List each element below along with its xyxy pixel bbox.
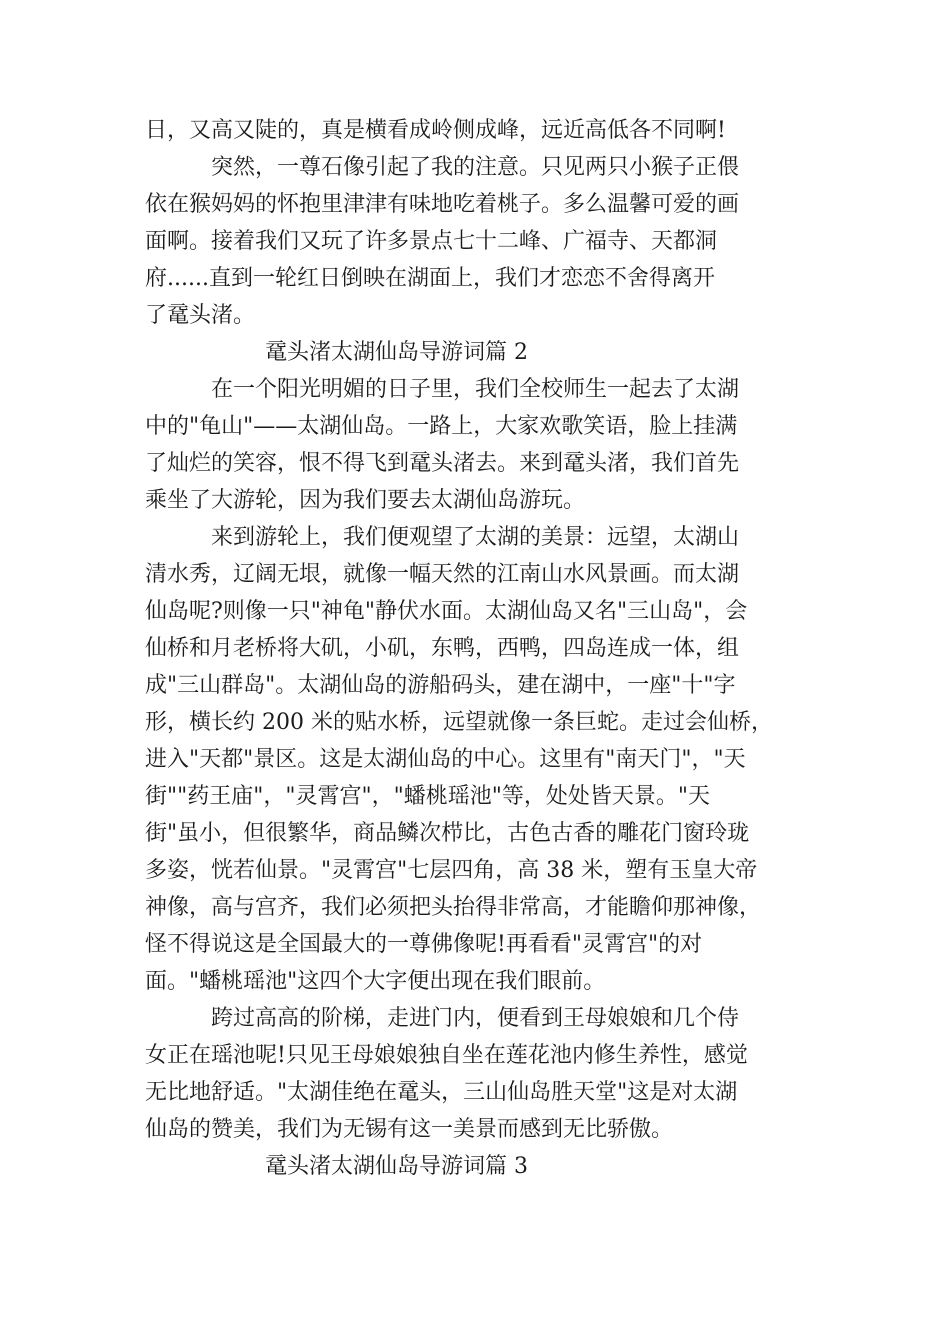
text-line: 女正在瑶池呢!只见王母娘娘独自坐在莲花池内修生养性，感觉 <box>145 1043 748 1068</box>
text-line: 日，又高又陡的，真是横看成岭侧成峰，远近高低各不同啊! <box>145 118 726 143</box>
document-body <box>145 112 805 1185</box>
text-line: 街"虽小，但很繁华，商品鳞次栉比，古色古香的雕花门窗玲珑 <box>145 821 750 846</box>
text-line: 跨过高高的阶梯，走进门内，便看到王母娘娘和几个侍 <box>211 1006 740 1031</box>
text-line: 形，横长约 200 米的贴水桥，远望就像一条巨蛇。走过会仙桥， <box>145 710 773 735</box>
text-line: 府......直到一轮红日倒映在湖面上，我们才恋恋不舍得离开 <box>145 266 715 291</box>
text-line: 乘坐了大游轮，因为我们要去太湖仙岛游玩。 <box>145 488 586 513</box>
text-line: 成"三山群岛"。太湖仙岛的游船码头，建在湖中，一座"十"字 <box>145 673 736 698</box>
text-line: 来到游轮上，我们便观望了太湖的美景：远望，太湖山 <box>211 525 740 550</box>
text-line: 了鼋头渚。 <box>145 303 256 328</box>
text-line: 了灿烂的笑容，恨不得飞到鼋头渚去。来到鼋头渚，我们首先 <box>145 451 740 476</box>
text-line: 仙岛呢?则像一只"神龟"静伏水面。太湖仙岛又名"三山岛"，会 <box>145 599 748 624</box>
text-line: 无比地舒适。"太湖佳绝在鼋头，三山仙岛胜天堂"这是对太湖 <box>145 1080 738 1105</box>
text-line: 街""药王庙"，"灵霄宫"，"蟠桃瑶池"等，处处皆天景。"天 <box>145 784 710 809</box>
section-heading: 鼋头渚太湖仙岛导游词篇 2 <box>265 340 528 365</box>
text-line: 面。"蟠桃瑶池"这四个大字便出现在我们眼前。 <box>145 969 606 994</box>
text-line: 进入"天都"景区。这是太湖仙岛的中心。这里有"南天门"，"天 <box>145 747 746 772</box>
text-line: 仙岛的赞美，我们为无锡有这一美景而感到无比骄傲。 <box>145 1117 674 1142</box>
text-line: 神像，高与宫齐，我们必须把头抬得非常高，才能瞻仰那神像， <box>145 895 762 920</box>
text-line: 面啊。接着我们又玩了许多景点七十二峰、广福寺、天都洞 <box>145 229 718 254</box>
text-line: 中的"龟山"——太湖仙岛。一路上，大家欢歌笑语，脸上挂满 <box>145 414 738 439</box>
text-line: 依在猴妈妈的怀抱里津津有味地吃着桃子。多么温馨可爱的画 <box>145 192 740 217</box>
text-line: 清水秀，辽阔无垠，就像一幅天然的江南山水风景画。而太湖 <box>145 562 740 587</box>
text-line: 仙桥和月老桥将大矶，小矶，东鸭，西鸭，四岛连成一体，组 <box>145 636 740 661</box>
text-line: 多姿，恍若仙景。"灵霄宫"七层四角，高 38 米，塑有玉皇大帝 <box>145 858 758 883</box>
text-line: 突然，一尊石像引起了我的注意。只见两只小猴子正偎 <box>211 155 740 180</box>
section-heading: 鼋头渚太湖仙岛导游词篇 3 <box>265 1154 528 1179</box>
text-line: 怪不得说这是全国最大的一尊佛像呢!再看看"灵霄宫"的对 <box>145 932 703 957</box>
text-line: 在一个阳光明媚的日子里，我们全校师生一起去了太湖 <box>211 377 740 402</box>
